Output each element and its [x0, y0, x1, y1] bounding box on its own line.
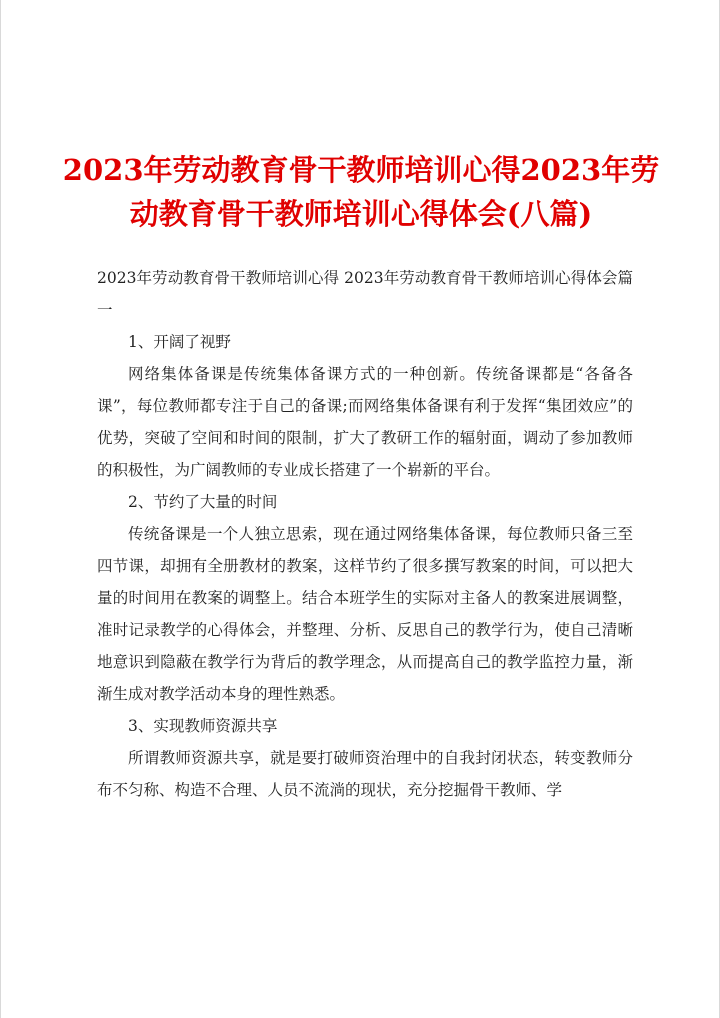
section-paragraph: 传统备课是一个人独立思索，现在通过网络集体备课，每位教师只备三至四节课，却拥有全册教材的教案，这样节约了很多撰写教案的时间，可以把大量的时间用在教案的调整上。结合本班学生的实际对主备人的教案进展调整，准时记录教学的心得体会，并整理、分析、反思自己的教学行为，使自己清晰地意识到隐蔽在教学行为背后的教学理念，从而提高自己的教学监控力量，渐渐生成对教学活动本身的理性熟悉。 [97, 525, 633, 703]
section-heading: 3、实现教师资源共享 [128, 717, 278, 735]
section-heading: 2、节约了大量的时间 [128, 493, 278, 511]
intro-paragraph: 2023年劳动教育骨干教师培训心得 2023年劳动教育骨干教师培训心得体会篇一 [97, 269, 633, 319]
section-paragraph: 网络集体备课是传统集体备课方式的一种创新。传统备课都是“各备各课”，每位教师都专注于自己的备课;而网络集体备课有利于发挥“集团效应”的优势，突破了空间和时间的限制，扩大了教研工作的辐射面，调动了参加教师的积极性，为广阔教师的专业成长搭建了一个崭新的平台。 [97, 365, 633, 479]
section-heading: 1、开阔了视野 [128, 333, 231, 351]
document-title: 2023年劳动教育骨干教师培训心得2023年劳动教育骨干教师培训心得体会(八篇) [62, 153, 660, 231]
section-paragraph: 所谓教师资源共享，就是要打破师资治理中的自我封闭状态，转变教师分布不匀称、构造不合理、人员不流淌的现状，充分挖掘骨干教师、学 [97, 749, 633, 799]
document-body [97, 262, 633, 806]
